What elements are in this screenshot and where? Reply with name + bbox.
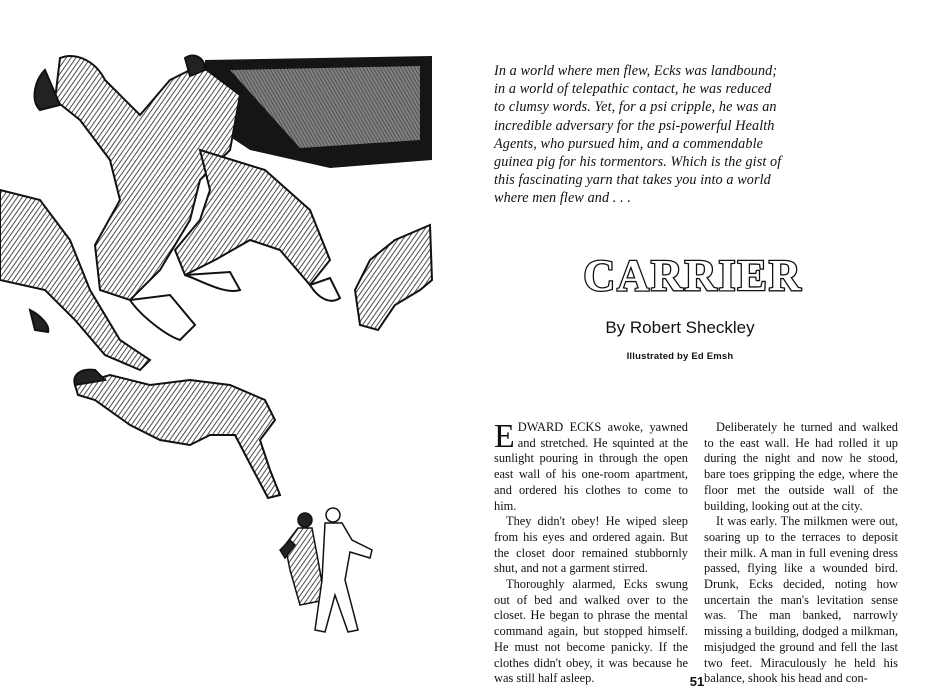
paragraph-text: DWARD ECKS awoke, yawned and stretched. He squinted at the sunlight pouring in through the open east wall of his one-room apartment, and ordered his clothes to come to him. [494, 420, 688, 513]
intro-line: incredible adversary for the psi-powerful Health [494, 117, 775, 134]
intro-line: guinea pig for his tormentors. Which is the gist of [494, 154, 782, 171]
couple-figures [280, 508, 372, 632]
paragraph: Deliberately he turned and walked to the east wall. He had rolled it up during the night and now he stood, bare toes gripping the edge, where the floor met the outside wall of the building, looking out at the city. [704, 420, 898, 513]
falling-figure-lower [74, 370, 280, 498]
intro-line: to clumsy words. Yet, for a psi cripple, he was an [494, 99, 777, 116]
story-title [578, 250, 808, 298]
story-title-text: CARRIER [583, 251, 803, 298]
drop-cap: E [494, 418, 515, 455]
intro-line: where men flew and . . . [494, 190, 632, 207]
intro-line: Agents, who pursued him, and a commendable [494, 135, 764, 152]
story-column-1 [494, 420, 688, 687]
paragraph: Thoroughly alarmed, Ecks swung out of bed and walked over to the closet. He began to phrase the mental command again, but stopped himself. He must not become panicky. If the clothes didn't obey, it was because he was still half asleep. [494, 577, 688, 686]
author-byline: By Robert Sheckley [605, 318, 755, 337]
hand-right [355, 225, 432, 330]
intro-blurb [494, 62, 832, 208]
illustrator-credit: Illustrated by Ed Emsh [626, 351, 734, 362]
intro-line: in a world of telepathic contact, he was reduced [494, 81, 772, 98]
story-column-2 [704, 420, 898, 687]
dark-sky [205, 56, 432, 168]
page-number: 51 [689, 674, 705, 689]
intro-line: In a world where men flew, Ecks was landbound; [494, 63, 778, 79]
paragraph: They didn't obey! He wiped sleep from his eyes and ordered again. But the closet door remained stubbornly shut, and not a garment stirred. [494, 514, 688, 576]
intro-line: this fascinating yarn that takes you into a world [494, 172, 771, 189]
flying-men-illustration [0, 40, 440, 640]
paragraph: It was early. The milkmen were out, soaring up to the terraces to deposit their milk. A man in full evening dress passed, flying like a wounded bird. Drunk, Ecks decided, noting how uncertain the man's levitation sense was. The man banked, narrowly missing a building, dodged a milkman, misjudged the ground and fell the last two feet. Miraculously he held his balance, shook his head and con- [704, 514, 898, 686]
paragraph [494, 420, 688, 514]
